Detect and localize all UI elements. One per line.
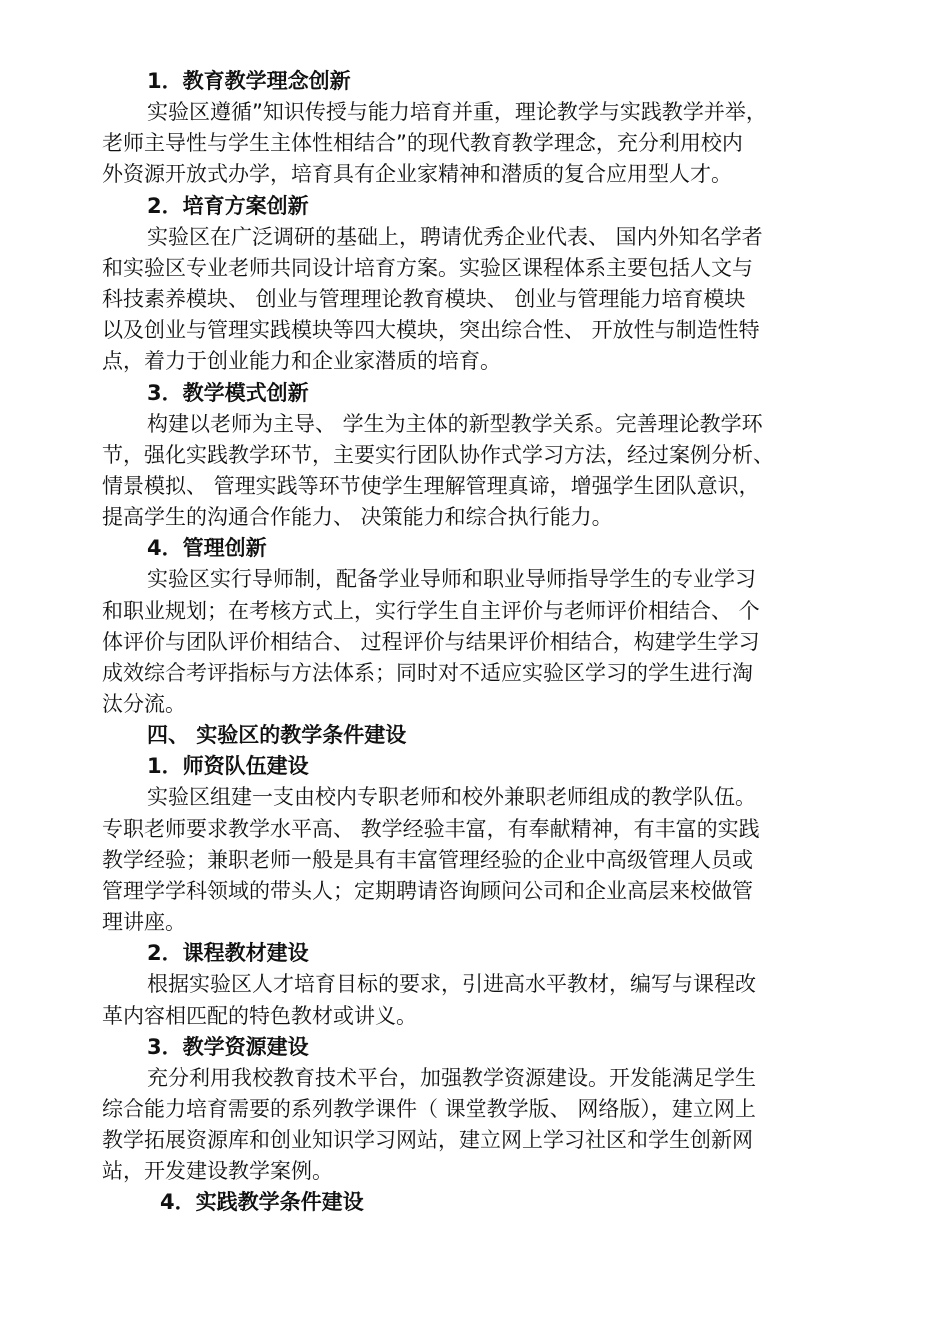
- paragraph-line: 节，强化实践教学环节，主要实行团队协作式学习方法，经过案例分析、: [102, 443, 774, 467]
- paragraph-line: 点，着力于创业能力和企业家潜质的培育。: [102, 349, 501, 373]
- paragraph-line: 体评价与团队评价相结合、 过程评价与结果评价相结合，构建学生学习: [102, 630, 760, 654]
- paragraph-line: 实验区组建一支由校内专职老师和校外兼职老师组成的教学队伍。: [147, 785, 756, 809]
- paragraph-line: 教学拓展资源库和创业知识学习网站，建立网上学习社区和学生创新网: [102, 1128, 753, 1152]
- section-heading: 2．培育方案创新: [147, 194, 309, 218]
- paragraph-line: 以及创业与管理实践模块等四大模块，突出综合性、 开放性与制造性特: [102, 318, 760, 342]
- paragraph-line: 外资源开放式办学，培育具有企业家精神和潜质的复合应用型人才。: [102, 162, 732, 186]
- paragraph-line: 提高学生的沟通合作能力、 决策能力和综合执行能力。: [102, 505, 613, 529]
- paragraph-line: 根据实验区人才培育目标的要求，引进高水平教材，编写与课程改: [147, 972, 756, 996]
- paragraph-line: 实验区遵循”知识传授与能力培育并重，理论教学与实践教学并举，: [147, 100, 767, 124]
- paragraph-line: 管理学学科领域的带头人；定期聘请咨询顾问公司和企业高层来校做管: [102, 879, 753, 903]
- paragraph-line: 革内容相匹配的特色教材或讲义。: [102, 1004, 417, 1028]
- paragraph-line: 老师主导性与学生主体性相结合”的现代教育教学理念，充分利用校内: [102, 131, 743, 155]
- paragraph-line: 汰分流。: [102, 692, 186, 716]
- paragraph-line: 专职老师要求教学水平高、 教学经验丰富，有奉献精神，有丰富的实践: [102, 817, 760, 841]
- section-heading: 2．课程教材建设: [147, 941, 309, 965]
- paragraph-line: 理讲座。: [102, 910, 186, 934]
- paragraph-line: 和实验区专业老师共同设计培育方案。实验区课程体系主要包括人文与: [102, 256, 753, 280]
- paragraph-line: 综合能力培育需要的系列教学课件（ 课堂教学版、 网络版），建立网上: [102, 1097, 756, 1121]
- section-heading: 4．实践教学条件建设: [160, 1190, 364, 1214]
- paragraph-line: 构建以老师为主导、 学生为主体的新型教学关系。完善理论教学环: [147, 412, 763, 436]
- paragraph-line: 教学经验；兼职老师一般是具有丰富管理经验的企业中高级管理人员或: [102, 848, 753, 872]
- paragraph-line: 实验区实行导师制，配备学业导师和职业导师指导学生的专业学习: [147, 567, 756, 591]
- paragraph-line: 情景模拟、 管理实践等环节使学生理解管理真谛，增强学生团队意识，: [102, 474, 760, 498]
- paragraph-line: 科技素养模块、 创业与管理理论教育模块、 创业与管理能力培育模块: [102, 287, 746, 311]
- paragraph-line: 实验区在广泛调研的基础上，聘请优秀企业代表、 国内外知名学者: [147, 225, 763, 249]
- paragraph-line: 成效综合考评指标与方法体系；同时对不适应实验区学习的学生进行淘: [102, 661, 753, 685]
- section-heading: 3．教学模式创新: [147, 381, 309, 405]
- section-heading: 4．管理创新: [147, 536, 267, 560]
- section-heading: 1．师资队伍建设: [147, 754, 309, 778]
- paragraph-line: 充分利用我校教育技术平台，加强教学资源建设。开发能满足学生: [147, 1066, 756, 1090]
- section-heading: 3．教学资源建设: [147, 1035, 309, 1059]
- paragraph-line: 站，开发建设教学案例。: [102, 1159, 333, 1183]
- section-heading: 1．教育教学理念创新: [147, 69, 351, 93]
- section-heading: 四、 实验区的教学条件建设: [147, 723, 407, 747]
- paragraph-line: 和职业规划；在考核方式上，实行学生自主评价与老师评价相结合、 个: [102, 599, 760, 623]
